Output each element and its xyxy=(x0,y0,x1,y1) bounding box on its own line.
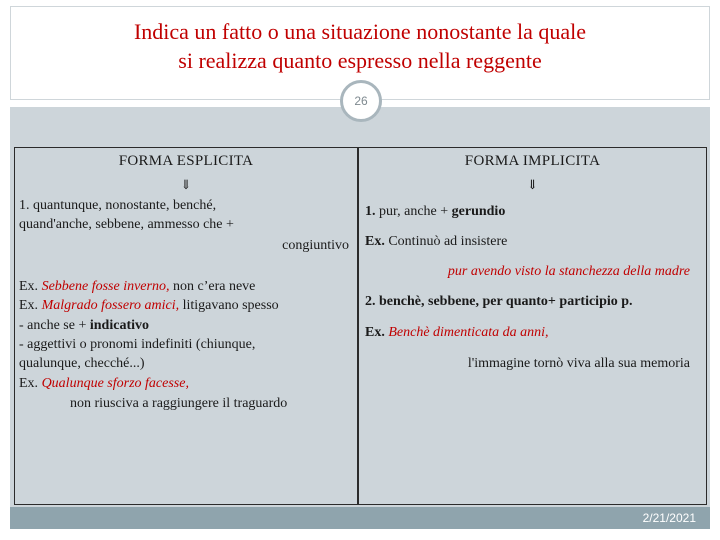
ex-label: Ex. xyxy=(365,234,385,249)
page-number-badge: 26 xyxy=(340,80,382,122)
title-line-1: Indica un fatto o una situazione nonostante la quale xyxy=(133,19,587,44)
right-example-1 xyxy=(365,232,507,251)
example-italic: Qualunque sforzo facesse, xyxy=(41,376,189,391)
left-item1-line3: congiuntivo xyxy=(282,238,349,253)
example-italic: Sebbene fosse inverno, xyxy=(41,279,170,294)
title-line-2: si realizza quanto espresso nella reggente xyxy=(178,48,542,73)
down-arrow-icon: ⇓ xyxy=(180,178,192,193)
example-italic: Benchè dimenticata da anni, xyxy=(388,325,549,340)
ex-label: Ex. xyxy=(19,298,39,313)
item1-bold: gerundio xyxy=(451,204,506,219)
left-item2 xyxy=(19,316,149,335)
example-italic: pur avendo visto la stanchezza della madre xyxy=(447,264,690,279)
item1-number: 1. xyxy=(365,204,376,219)
slide-date: 2/21/2021 xyxy=(642,511,696,525)
right-example-2-line2: l'immagine tornò viva alla sua memoria xyxy=(467,356,690,371)
forma-esplicita-panel xyxy=(14,147,358,505)
left-example-3 xyxy=(19,374,189,393)
example-rest: Continuò ad insistere xyxy=(384,234,508,249)
left-item3-line1: - aggettivi o pronomi indefiniti (chiunque, xyxy=(19,337,256,352)
down-arrow-icon: ⇓ xyxy=(527,178,538,193)
left-item1-line1: 1. quantunque, nonostante, benché, xyxy=(19,198,217,213)
right-example-1-line2 xyxy=(448,262,690,281)
forma-implicita-heading: FORMA IMPLICITA xyxy=(464,153,601,169)
example-italic: Malgrado fossero amici, xyxy=(41,298,180,313)
example-rest: litigavano spesso xyxy=(179,298,279,313)
left-example-2 xyxy=(19,296,279,315)
footer-bar xyxy=(10,507,710,529)
ex-label: Ex. xyxy=(19,376,39,391)
example-rest: non c’era neve xyxy=(169,279,256,294)
left-example-3-line2: non riusciva a raggiungere il traguardo xyxy=(70,396,288,411)
ex-label: Ex. xyxy=(19,279,39,294)
ex-label: Ex. xyxy=(365,325,385,340)
left-example-1 xyxy=(19,277,255,296)
left-item3-line2: qualunque, checché...) xyxy=(19,356,145,371)
item1-text: pur, anche + xyxy=(375,204,452,219)
slide-title xyxy=(11,7,709,75)
forma-implicita-panel xyxy=(358,147,707,505)
right-item2: 2. benchè, sebbene, per quanto+ participio p. xyxy=(365,294,633,309)
item2-prefix: - anche se + xyxy=(19,318,90,333)
right-example-2 xyxy=(365,323,549,342)
left-item1-line2: quand'anche, sebbene, ammesso che + xyxy=(19,217,234,232)
forma-esplicita-heading: FORMA ESPLICITA xyxy=(118,153,254,169)
right-item1 xyxy=(365,202,505,221)
item2-bold: indicativo xyxy=(89,318,149,333)
